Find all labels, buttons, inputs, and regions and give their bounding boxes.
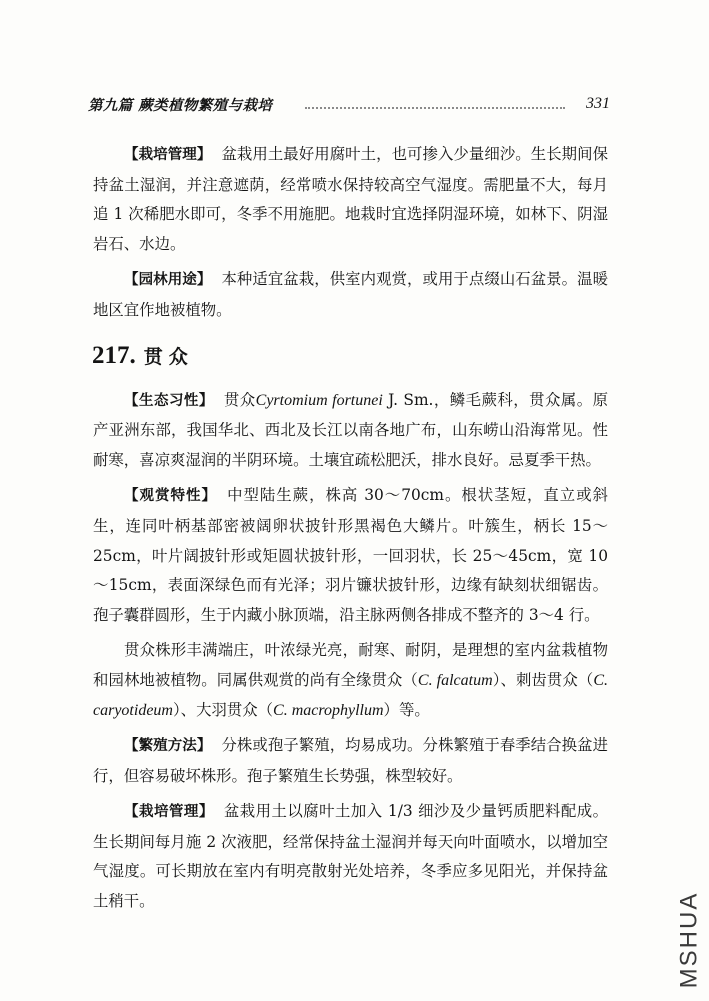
paragraph-propagation (93, 731, 608, 791)
section-label: 【生态习性】 (124, 392, 214, 409)
scientific-name: Cyrtomium fortunei (255, 391, 383, 409)
species-title: 贯众 (143, 345, 194, 368)
section-label: 【栽培管理】 (124, 804, 214, 821)
paragraph-text: 中型陆生蕨，株高 30～70cm。根状茎短，直立或斜生，连同叶柄基部密被阔卵状披针形黑褐色大鳞片。叶簇生，柄长 15～25cm，叶片阔披针形或矩圆状披针形，一回羽状，长 25～45cm，宽 10～15cm，表面深绿色而有光泽；羽片镰状披针形，边缘有缺刻状细锯齿。孢子囊群圆形，生于内藏小脉顶端，沿主脉两侧各排成不整齐的 3～4 行。 (93, 486, 609, 624)
paragraph-text: ）、刺齿贯众（ (492, 670, 594, 689)
scientific-name: C. falcatum (417, 671, 493, 689)
paragraph-text: J. Sm.，鳞毛蕨科，贯众属。原产亚洲东部，我国华北、西北及长江以南各地广布，山东崂山沿海常见。性耐寒，喜凉爽湿润的半阴环境。土壤宜疏松肥沃，排水良好。忌夏季干热。 (93, 390, 609, 469)
paragraph-cultivation-prev (93, 140, 608, 259)
section-label: 【繁殖方法】 (124, 738, 212, 755)
section-label: 【园林用途】 (124, 272, 212, 289)
paragraph-text: 贯众株形丰满端庄，叶浓绿光亮，耐寒、耐阴，是理想的室内盆栽植物和园林地被植物。同属供观赏的尚有全缘贯众（ (93, 641, 608, 689)
scientific-name: C. caryotideum (93, 671, 608, 719)
paragraph-text: 贯众 (223, 390, 256, 409)
species-number: 217. (92, 341, 136, 369)
watermark (674, 884, 704, 996)
paragraph-text: 分株或孢子繁殖，均易成功。分株繁殖于春季结合换盆进行，但容易破坏株形。孢子繁殖生长势强，株型较好。 (93, 736, 608, 785)
paragraph-cultivation (93, 797, 608, 916)
scientific-name: C. macrophyllum (273, 701, 384, 719)
paragraph-text: 盆栽用土最好用腐叶土，也可掺入少量细沙。生长期间保持盆土湿润，并注意遮荫，经常喷水保持较高空气湿度。需肥量不大，每月追 1 次稀肥水即可，冬季不用施肥。地栽时宜选择阴湿环境，如林下、阴湿岩石、水边。 (93, 145, 608, 253)
paragraph-text: ）、大羽贯众（ (172, 700, 274, 719)
running-header (88, 93, 610, 115)
species-heading (92, 342, 608, 376)
section-label: 【观赏特性】 (124, 488, 218, 505)
paragraph-text: 本种适宜盆栽，供室内观赏，或用于点缀山石盆景。温暖地区宜作地被植物。 (93, 270, 608, 319)
header-leader-dots (305, 107, 565, 109)
page-body (93, 140, 608, 917)
paragraph-text: 盆栽用土以腐叶土加入 1/3 细沙及少量钙质肥料配成。生长期间每月施 2 次液肥，经常保持盆土湿润并每天向叶面喷水，以增加空气湿度。可长期放在室内有明亮散射光处培养，冬季应多见阳光，并保持盆土稍干。 (93, 802, 609, 911)
watermark-text: MSHUA (675, 891, 703, 989)
chapter-title: 第九篇 蕨类植物繁殖与栽培 (88, 97, 273, 114)
page-number: 331 (586, 95, 610, 112)
paragraph-ornamental-2 (93, 636, 608, 725)
paragraph-ornamental (93, 481, 608, 630)
paragraph-landscape-use (93, 265, 608, 325)
paragraph-ecology (93, 386, 608, 476)
section-label: 【栽培管理】 (124, 147, 212, 163)
paragraph-text: ）等。 (383, 700, 430, 719)
